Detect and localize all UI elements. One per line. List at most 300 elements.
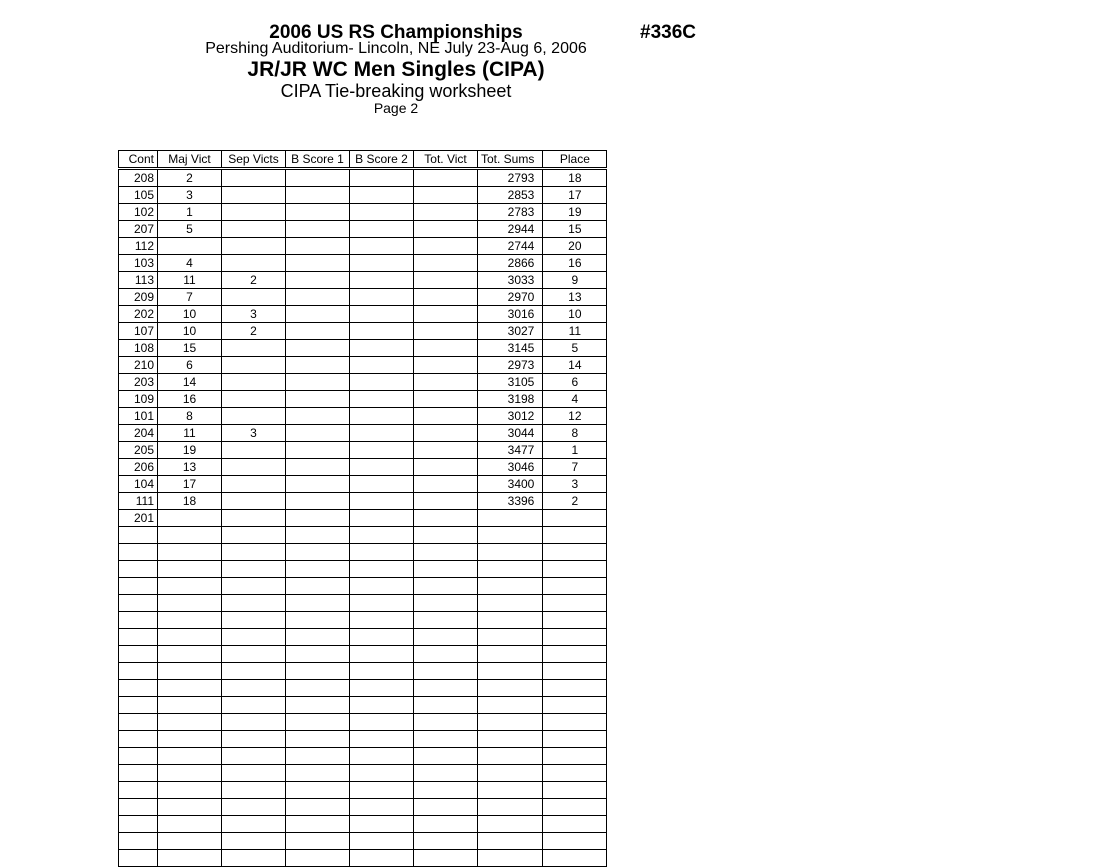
column-header: Place bbox=[543, 151, 607, 169]
table-row bbox=[119, 425, 607, 442]
empty-cell bbox=[543, 646, 607, 663]
table-cell bbox=[414, 391, 478, 408]
table-row bbox=[119, 289, 607, 306]
empty-cell bbox=[222, 714, 286, 731]
empty-cell bbox=[222, 782, 286, 799]
empty-cell bbox=[119, 731, 158, 748]
table-cell bbox=[414, 323, 478, 340]
empty-cell bbox=[222, 765, 286, 782]
empty-cell bbox=[286, 697, 350, 714]
empty-cell bbox=[543, 595, 607, 612]
table-row bbox=[119, 340, 607, 357]
table-cell bbox=[350, 391, 414, 408]
empty-cell bbox=[414, 748, 478, 765]
table-cell: 3016 bbox=[478, 306, 543, 323]
table-cell: 105 bbox=[119, 187, 158, 204]
empty-cell bbox=[222, 544, 286, 561]
table-cell: 113 bbox=[119, 272, 158, 289]
table-cell bbox=[286, 289, 350, 306]
empty-cell bbox=[414, 578, 478, 595]
empty-cell bbox=[478, 561, 543, 578]
empty-cell bbox=[286, 629, 350, 646]
empty-cell bbox=[119, 595, 158, 612]
empty-cell bbox=[286, 612, 350, 629]
empty-cell bbox=[414, 595, 478, 612]
table-row bbox=[119, 510, 607, 527]
table-cell: 12 bbox=[543, 408, 607, 425]
empty-cell bbox=[543, 799, 607, 816]
empty-cell bbox=[286, 782, 350, 799]
table-cell bbox=[286, 340, 350, 357]
empty-cell bbox=[543, 612, 607, 629]
empty-cell bbox=[158, 765, 222, 782]
table-cell bbox=[414, 493, 478, 510]
table-cell: 20 bbox=[543, 238, 607, 255]
empty-row bbox=[119, 748, 607, 765]
empty-cell bbox=[119, 799, 158, 816]
empty-cell bbox=[158, 629, 222, 646]
empty-cell bbox=[286, 833, 350, 850]
table-cell bbox=[350, 169, 414, 187]
table-cell: 3105 bbox=[478, 374, 543, 391]
table-cell bbox=[414, 306, 478, 323]
table-cell bbox=[414, 510, 478, 527]
table-cell bbox=[350, 306, 414, 323]
table-cell bbox=[350, 510, 414, 527]
empty-cell bbox=[478, 816, 543, 833]
empty-cell bbox=[350, 612, 414, 629]
table-cell: 2 bbox=[222, 272, 286, 289]
empty-cell bbox=[158, 612, 222, 629]
table-cell bbox=[286, 187, 350, 204]
empty-row bbox=[119, 731, 607, 748]
empty-row bbox=[119, 714, 607, 731]
table-cell bbox=[222, 510, 286, 527]
table-row bbox=[119, 221, 607, 238]
document-title: 2006 US RS Championships bbox=[269, 22, 523, 43]
empty-cell bbox=[543, 629, 607, 646]
table-cell: 206 bbox=[119, 459, 158, 476]
table-cell bbox=[222, 391, 286, 408]
empty-cell bbox=[222, 578, 286, 595]
empty-cell bbox=[543, 527, 607, 544]
empty-cell bbox=[543, 697, 607, 714]
table-cell: 16 bbox=[158, 391, 222, 408]
empty-cell bbox=[158, 748, 222, 765]
table-cell: 3198 bbox=[478, 391, 543, 408]
empty-cell bbox=[543, 663, 607, 680]
table-cell bbox=[286, 510, 350, 527]
empty-cell bbox=[414, 646, 478, 663]
empty-cell bbox=[478, 765, 543, 782]
table-cell: 18 bbox=[158, 493, 222, 510]
table-cell: 2970 bbox=[478, 289, 543, 306]
table-cell bbox=[222, 289, 286, 306]
empty-cell bbox=[350, 782, 414, 799]
table-cell: 103 bbox=[119, 255, 158, 272]
table-cell bbox=[286, 255, 350, 272]
table-cell bbox=[222, 187, 286, 204]
empty-row bbox=[119, 816, 607, 833]
table-cell: 3027 bbox=[478, 323, 543, 340]
empty-cell bbox=[119, 527, 158, 544]
empty-cell bbox=[119, 561, 158, 578]
empty-cell bbox=[414, 629, 478, 646]
table-cell: 8 bbox=[158, 408, 222, 425]
empty-cell bbox=[286, 765, 350, 782]
table-row bbox=[119, 374, 607, 391]
empty-cell bbox=[222, 680, 286, 697]
empty-cell bbox=[414, 612, 478, 629]
table-cell bbox=[414, 272, 478, 289]
column-header: Sep Victs bbox=[222, 151, 286, 169]
empty-cell bbox=[543, 748, 607, 765]
table-cell bbox=[414, 408, 478, 425]
column-header: B Score 2 bbox=[350, 151, 414, 169]
table-cell bbox=[222, 357, 286, 374]
table-cell: 14 bbox=[543, 357, 607, 374]
empty-cell bbox=[478, 544, 543, 561]
table-cell: 2793 bbox=[478, 169, 543, 187]
table-cell bbox=[350, 255, 414, 272]
empty-cell bbox=[222, 833, 286, 850]
empty-cell bbox=[119, 629, 158, 646]
table-cell bbox=[222, 238, 286, 255]
table-cell bbox=[414, 340, 478, 357]
empty-cell bbox=[222, 646, 286, 663]
column-header: Tot. Vict bbox=[414, 151, 478, 169]
table-cell bbox=[158, 510, 222, 527]
table-cell: 205 bbox=[119, 442, 158, 459]
table-cell bbox=[286, 221, 350, 238]
empty-cell bbox=[119, 765, 158, 782]
table-cell bbox=[222, 408, 286, 425]
empty-cell bbox=[543, 680, 607, 697]
table-cell: 13 bbox=[543, 289, 607, 306]
table-cell: 11 bbox=[158, 272, 222, 289]
empty-cell bbox=[478, 782, 543, 799]
table-row bbox=[119, 357, 607, 374]
table-row bbox=[119, 442, 607, 459]
empty-cell bbox=[350, 799, 414, 816]
empty-cell bbox=[286, 561, 350, 578]
empty-cell bbox=[350, 833, 414, 850]
empty-row bbox=[119, 680, 607, 697]
empty-row bbox=[119, 782, 607, 799]
event-name: JR/JR WC Men Singles (CIPA) bbox=[247, 58, 545, 81]
table-cell bbox=[350, 238, 414, 255]
empty-cell bbox=[543, 765, 607, 782]
empty-cell bbox=[222, 595, 286, 612]
empty-cell bbox=[350, 765, 414, 782]
empty-row bbox=[119, 663, 607, 680]
table-cell bbox=[478, 510, 543, 527]
empty-cell bbox=[414, 561, 478, 578]
table-cell: 210 bbox=[119, 357, 158, 374]
table-cell: 8 bbox=[543, 425, 607, 442]
table-cell: 4 bbox=[543, 391, 607, 408]
empty-cell bbox=[478, 578, 543, 595]
empty-cell bbox=[286, 680, 350, 697]
table-cell: 6 bbox=[543, 374, 607, 391]
empty-cell bbox=[478, 646, 543, 663]
table-cell bbox=[414, 255, 478, 272]
empty-cell bbox=[286, 748, 350, 765]
empty-cell bbox=[350, 697, 414, 714]
table-cell bbox=[350, 374, 414, 391]
table-cell bbox=[350, 221, 414, 238]
empty-cell bbox=[286, 646, 350, 663]
table-cell bbox=[286, 169, 350, 187]
table-cell bbox=[286, 374, 350, 391]
worksheet-subtitle: CIPA Tie-breaking worksheet bbox=[280, 81, 512, 101]
empty-cell bbox=[414, 816, 478, 833]
empty-cell bbox=[222, 629, 286, 646]
table-cell bbox=[414, 169, 478, 187]
empty-cell bbox=[158, 578, 222, 595]
empty-row bbox=[119, 765, 607, 782]
empty-cell bbox=[478, 612, 543, 629]
empty-cell bbox=[119, 714, 158, 731]
table-cell bbox=[222, 221, 286, 238]
empty-cell bbox=[350, 714, 414, 731]
page-number: Page 2 bbox=[373, 100, 419, 116]
empty-cell bbox=[286, 578, 350, 595]
empty-cell bbox=[286, 663, 350, 680]
empty-cell bbox=[350, 578, 414, 595]
empty-cell bbox=[119, 748, 158, 765]
empty-cell bbox=[350, 595, 414, 612]
empty-row bbox=[119, 646, 607, 663]
empty-cell bbox=[286, 799, 350, 816]
empty-cell bbox=[414, 850, 478, 867]
empty-row bbox=[119, 629, 607, 646]
table-cell: 19 bbox=[158, 442, 222, 459]
table-cell: 3033 bbox=[478, 272, 543, 289]
empty-cell bbox=[286, 544, 350, 561]
empty-cell bbox=[350, 561, 414, 578]
table-cell: 3012 bbox=[478, 408, 543, 425]
empty-cell bbox=[158, 714, 222, 731]
empty-cell bbox=[158, 850, 222, 867]
table-cell bbox=[350, 425, 414, 442]
empty-cell bbox=[222, 799, 286, 816]
table-cell: 108 bbox=[119, 340, 158, 357]
table-cell: 18 bbox=[543, 169, 607, 187]
empty-cell bbox=[478, 697, 543, 714]
empty-cell bbox=[286, 731, 350, 748]
table-cell: 13 bbox=[158, 459, 222, 476]
empty-cell bbox=[119, 663, 158, 680]
empty-row bbox=[119, 578, 607, 595]
table-cell bbox=[286, 391, 350, 408]
table-cell: 9 bbox=[543, 272, 607, 289]
table-cell bbox=[414, 374, 478, 391]
table-cell: 3 bbox=[543, 476, 607, 493]
empty-cell bbox=[543, 714, 607, 731]
empty-cell bbox=[286, 527, 350, 544]
empty-row bbox=[119, 833, 607, 850]
empty-cell bbox=[543, 561, 607, 578]
empty-row bbox=[119, 561, 607, 578]
table-cell bbox=[222, 204, 286, 221]
empty-row bbox=[119, 799, 607, 816]
empty-cell bbox=[158, 680, 222, 697]
table-cell: 3400 bbox=[478, 476, 543, 493]
table-cell: 3044 bbox=[478, 425, 543, 442]
empty-cell bbox=[286, 816, 350, 833]
empty-cell bbox=[543, 578, 607, 595]
table-cell: 112 bbox=[119, 238, 158, 255]
table-row bbox=[119, 323, 607, 340]
empty-cell bbox=[286, 850, 350, 867]
table-row bbox=[119, 306, 607, 323]
empty-cell bbox=[350, 527, 414, 544]
table-cell bbox=[414, 289, 478, 306]
table-cell bbox=[286, 306, 350, 323]
table-cell: 5 bbox=[158, 221, 222, 238]
table-row bbox=[119, 272, 607, 289]
table-cell bbox=[414, 204, 478, 221]
table-cell: 3477 bbox=[478, 442, 543, 459]
table-cell bbox=[222, 493, 286, 510]
empty-cell bbox=[414, 527, 478, 544]
table-cell bbox=[350, 357, 414, 374]
table-cell: 7 bbox=[158, 289, 222, 306]
empty-cell bbox=[222, 561, 286, 578]
empty-cell bbox=[119, 544, 158, 561]
table-cell: 3046 bbox=[478, 459, 543, 476]
empty-cell bbox=[158, 646, 222, 663]
document-number: #336C bbox=[640, 22, 696, 43]
table-row bbox=[119, 255, 607, 272]
table-cell bbox=[414, 476, 478, 493]
table-cell: 5 bbox=[543, 340, 607, 357]
empty-cell bbox=[414, 697, 478, 714]
empty-cell bbox=[350, 850, 414, 867]
empty-row bbox=[119, 697, 607, 714]
empty-cell bbox=[350, 663, 414, 680]
table-cell: 2 bbox=[158, 169, 222, 187]
table-cell: 204 bbox=[119, 425, 158, 442]
empty-cell bbox=[543, 731, 607, 748]
table-cell bbox=[350, 476, 414, 493]
empty-cell bbox=[350, 680, 414, 697]
table-cell: 2973 bbox=[478, 357, 543, 374]
table-cell bbox=[350, 272, 414, 289]
empty-cell bbox=[478, 595, 543, 612]
table-cell: 2944 bbox=[478, 221, 543, 238]
empty-cell bbox=[222, 816, 286, 833]
empty-row bbox=[119, 612, 607, 629]
table-row bbox=[119, 408, 607, 425]
table-cell: 2 bbox=[543, 493, 607, 510]
empty-cell bbox=[222, 850, 286, 867]
table-cell: 16 bbox=[543, 255, 607, 272]
table-cell bbox=[158, 238, 222, 255]
table-cell bbox=[414, 238, 478, 255]
empty-cell bbox=[222, 748, 286, 765]
table-cell: 19 bbox=[543, 204, 607, 221]
table-cell bbox=[286, 357, 350, 374]
empty-cell bbox=[478, 680, 543, 697]
table-cell bbox=[350, 408, 414, 425]
table-cell bbox=[350, 340, 414, 357]
table-cell bbox=[414, 459, 478, 476]
table-cell: 209 bbox=[119, 289, 158, 306]
empty-cell bbox=[158, 799, 222, 816]
table-cell: 207 bbox=[119, 221, 158, 238]
empty-cell bbox=[414, 731, 478, 748]
table-cell bbox=[222, 374, 286, 391]
table-cell: 2853 bbox=[478, 187, 543, 204]
table-cell: 3396 bbox=[478, 493, 543, 510]
table-cell: 3 bbox=[158, 187, 222, 204]
empty-cell bbox=[119, 612, 158, 629]
table-cell bbox=[350, 493, 414, 510]
table-cell bbox=[414, 442, 478, 459]
table-cell: 101 bbox=[119, 408, 158, 425]
empty-cell bbox=[414, 663, 478, 680]
table-cell: 10 bbox=[158, 323, 222, 340]
table-cell bbox=[414, 221, 478, 238]
table-cell bbox=[222, 442, 286, 459]
empty-cell bbox=[543, 782, 607, 799]
empty-cell bbox=[478, 629, 543, 646]
table-row bbox=[119, 238, 607, 255]
table-cell bbox=[286, 204, 350, 221]
table-cell: 2 bbox=[222, 323, 286, 340]
venue-dates: Pershing Auditorium- Lincoln, NE July 23-Aug 6, 2006 bbox=[205, 40, 587, 57]
empty-cell bbox=[119, 850, 158, 867]
empty-cell bbox=[478, 748, 543, 765]
empty-cell bbox=[350, 629, 414, 646]
table-cell bbox=[286, 442, 350, 459]
empty-cell bbox=[543, 816, 607, 833]
table-cell: 208 bbox=[119, 169, 158, 187]
table-row bbox=[119, 476, 607, 493]
empty-cell bbox=[478, 527, 543, 544]
table-cell bbox=[286, 238, 350, 255]
empty-cell bbox=[350, 748, 414, 765]
table-cell bbox=[543, 510, 607, 527]
table-cell bbox=[286, 476, 350, 493]
table-cell: 104 bbox=[119, 476, 158, 493]
table-cell: 203 bbox=[119, 374, 158, 391]
table-cell bbox=[286, 493, 350, 510]
table-cell: 14 bbox=[158, 374, 222, 391]
tie-breaking-table bbox=[118, 150, 607, 867]
empty-cell bbox=[222, 663, 286, 680]
table-cell bbox=[286, 408, 350, 425]
empty-cell bbox=[478, 714, 543, 731]
table-row bbox=[119, 459, 607, 476]
column-header: Cont bbox=[119, 151, 158, 169]
empty-cell bbox=[119, 782, 158, 799]
empty-cell bbox=[119, 680, 158, 697]
empty-cell bbox=[543, 833, 607, 850]
empty-cell bbox=[222, 731, 286, 748]
table-cell: 3 bbox=[222, 425, 286, 442]
empty-cell bbox=[478, 833, 543, 850]
table-cell: 15 bbox=[543, 221, 607, 238]
table-cell: 1 bbox=[158, 204, 222, 221]
table-cell: 10 bbox=[543, 306, 607, 323]
table-cell: 202 bbox=[119, 306, 158, 323]
table-cell: 107 bbox=[119, 323, 158, 340]
table-cell: 11 bbox=[158, 425, 222, 442]
empty-cell bbox=[119, 578, 158, 595]
